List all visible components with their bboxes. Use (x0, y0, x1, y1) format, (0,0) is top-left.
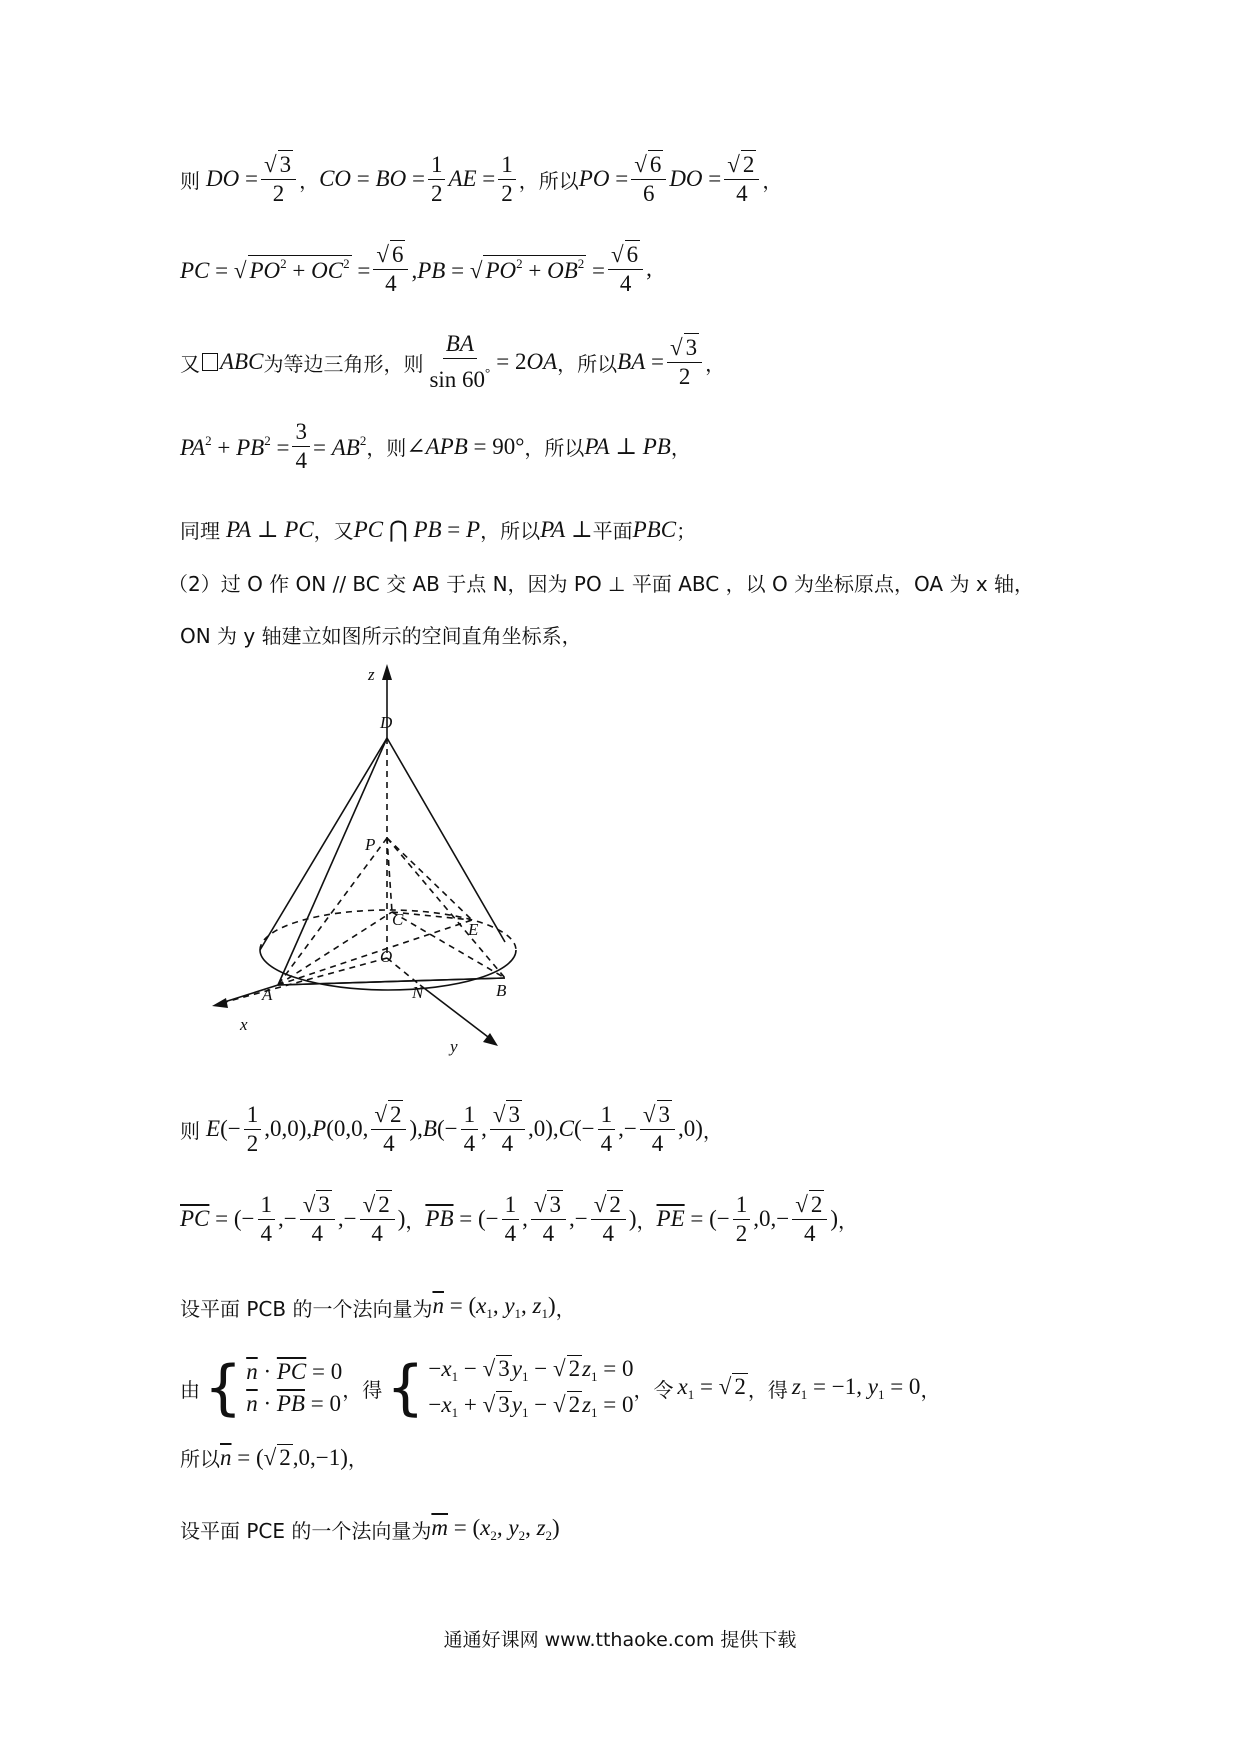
line-1: 则 DO = √ $\frac{3}{2}$ ， CO = BO = $\frac{1}{2}$ AE = $\frac{1}{2}$ ，所以 PO = √ $\frac{6}{6}$ DO = √ $\frac{2}{4}$ ， (180, 150, 782, 208)
line-11: 由 { $\overline{n} \cdot \overline{PC} = 0$ $\overline{n} \cdot \overline{PB} = 0$ ，得 { $-x_1$ − √ $3y_1$ − √ $2z_1 = 0$ $-x_1$ + √ $3y_1$ − √ $2z_1 = 0$ ，令 $x_1$ = √ 2 ，得 $z_1 = -1$, $y_1 = 0$ ， (180, 1355, 940, 1421)
page-footer: 通通好课网 www.tthaoke.com 提供下载 (443, 1629, 797, 1651)
label-D: D (380, 713, 393, 732)
label-C: C (392, 910, 404, 929)
label-E: E (468, 920, 479, 939)
label-B: B (496, 981, 507, 1000)
line-8: 则 E(− $\frac{1}{2}$ ,0,0),P(0,0, √ $\frac{2}{4}$ ),B(− $\frac{1}{4}$ , √ $\frac{3}{4}$ ,0),C(− $\frac{1}{4}$ ,− √ $\frac{3}{4}$ ,0) ， (180, 1100, 723, 1158)
label-y: y (450, 1037, 458, 1056)
text: 则 (180, 168, 200, 193)
label-x: x (240, 1015, 248, 1034)
line-6: （2）过 O 作 ON // BC 交 AB 于点 N，因为 PO ⊥ 平面 ABC ，以 O 为坐标原点，OA 为 x 轴， (168, 572, 1035, 596)
cone-diagram (200, 660, 520, 1060)
line-4: $PA^2 + PB^2$ = $\frac{3}{4}$ = $AB^2$ ，则 ∠APB = 90° ，所以 PA ⊥ PB ， (180, 419, 691, 473)
label-z: z (368, 665, 375, 684)
line-5: 同理 PA ⊥ PC ，又 PC ⋂ PB = P ，所以 PA ⊥ 平面 PBC ； (180, 516, 697, 543)
line-12: 所以 $\overline{n}$ = ( √ 2,0,−1) ， (180, 1443, 368, 1472)
line-10: 设平面 PCB 的一个法向量为 $\overline{n} = (x_1$, $y_1$, $z_1$) ， (180, 1293, 576, 1321)
line-13: 设平面 PCE 的一个法向量为 $\overline{m} = (x_2$, $y_2$, $z_2$) (180, 1515, 560, 1543)
label-A: A (262, 985, 273, 1004)
line-2: PC = √ $PO^2 + OC^2$ = √ $\frac{6}{4}$ ,PB = √ $PO^2 + OB^2$ = √ $\frac{6}{4}$ , (180, 240, 652, 298)
line-9: $\overline{PC}$ = (− $\frac{1}{4}$ ,− √ $\frac{3}{4}$ ,− √ $\frac{2}{4}$ ) ， $\overline{PB}$ = (− $\frac{1}{4}$ , √ $\frac{3}{4}$ ,− √ $\frac{2}{4}$ ) ， $\overline{PE}$ = (− $\frac{1}{2}$ ,0,− √ $\frac{2}{4}$ ) ， (180, 1190, 858, 1248)
line-7: ON 为 y 轴建立如图所示的空间直角坐标系， (180, 624, 582, 648)
label-P: P (365, 835, 376, 854)
line-3: 又 ABC 为等边三角形，则 $\frac{BA}{\sin 60^\circ}$ = 2OA ，所以 BA = √ $\frac{3}{2}$ ， (180, 330, 725, 394)
label-O: O (380, 947, 393, 966)
label-N: N (412, 983, 424, 1002)
